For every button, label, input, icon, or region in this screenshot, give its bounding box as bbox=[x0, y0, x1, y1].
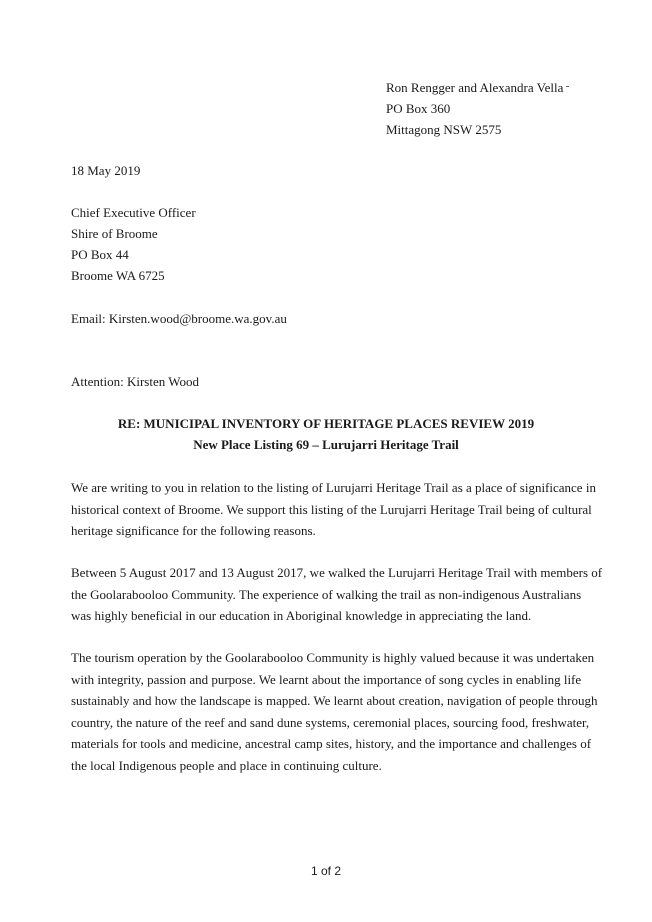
paragraph-line: We are writing to you in relation to the listing of Lurujarri Heritage Trail as a place of significance in bbox=[71, 480, 596, 495]
recipient-city: Broome WA 6725 bbox=[71, 268, 165, 283]
recipient-organisation: Shire of Broome bbox=[71, 226, 158, 241]
paragraph-line: The tourism operation by the Goolarabooloo Community is highly valued because it was undertaken bbox=[71, 650, 595, 665]
stray-mark bbox=[566, 86, 569, 87]
paragraph-line: the local Indigenous people and place in continuing culture. bbox=[71, 757, 382, 773]
paragraph-line: with integrity, passion and purpose. We learnt about the importance of song cycles in enabling life bbox=[71, 671, 582, 687]
page-number: 1 of 2 bbox=[310, 864, 342, 878]
paragraph-line: the Goolarabooloo Community. The experience of walking the trail as non-indigenous Australians bbox=[71, 586, 582, 602]
paragraph-line: was highly beneficial in our education in Aboriginal knowledge in appreciating the land. bbox=[71, 608, 532, 623]
recipient-po-box: PO Box 44 bbox=[71, 247, 129, 262]
paragraph-line: heritage significance for the following reasons. bbox=[71, 523, 316, 538]
paragraph-2 bbox=[71, 562, 601, 627]
sender-address-line-1: PO Box 360 bbox=[386, 101, 451, 116]
recipient-title: Chief Executive Officer bbox=[71, 205, 196, 220]
subject-heading: RE: MUNICIPAL INVENTORY OF HERITAGE PLACES REVIEW 2019 bbox=[117, 416, 535, 431]
paragraph-line: historical context of Broome. We support this listing of the Lurujarri Heritage Trail being of cultural bbox=[71, 501, 592, 517]
sender-name: Ron Rengger and Alexandra Vella bbox=[386, 80, 564, 95]
paragraph-1 bbox=[71, 477, 601, 542]
paragraph-line: sustainably and how the landscape is mapped. We learnt about creation, navigation of people through bbox=[71, 693, 598, 708]
sender-address-line-2: Mittagong NSW 2575 bbox=[386, 122, 502, 137]
attention-line: Attention: Kirsten Wood bbox=[71, 374, 199, 389]
email-line: Email: Kirsten.wood@broome.wa.gov.au bbox=[71, 311, 287, 326]
paragraph-line: country, the nature of the reef and sand dune systems, ceremonial places, sourcing food, freshwater, bbox=[71, 714, 590, 730]
subject-subheading: New Place Listing 69 – Lurujarri Heritage Trail bbox=[193, 437, 459, 452]
letter-date: 18 May 2019 bbox=[71, 163, 141, 178]
paragraph-line: Between 5 August 2017 and 13 August 2017, we walked the Lurujarri Heritage Trail with members of bbox=[71, 565, 603, 580]
paragraph-3 bbox=[71, 647, 601, 776]
paragraph-line: materials for tools and medicine, ancestral camp sites, history, and the importance and challenges of bbox=[71, 736, 592, 751]
